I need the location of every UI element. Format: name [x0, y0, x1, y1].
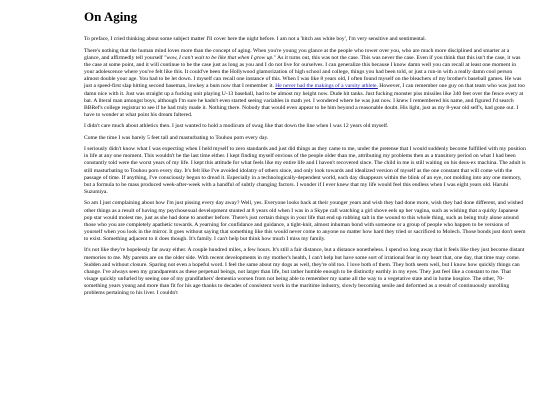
paragraph-5: I seriously didn't know what I was expecting when I held myself to zero standards and just did things as they came to me, under the pretense that I would suddenly become fulfilled with my position in life at any one moment. This wouldn't be the last time either. I kept finding myself envious of the people older than me, attributing my problems then as a transitory period on what I had been constantly told were the worst years of my life. I kept this attitude for what feels like my entire life and I haven't recovered since. The child in me is still waiting on his deus-ex machina. The adult is still masturbating to Touhou porn every day. It's felt like I've avoided idolatry of others since, and only look towards and idealized version of myself as the one constant that will come with the passage of time. If anything, I've consciously begun to dread it. Especially in a technologically-dependent world, each day disappears within the blink of an eye, not molding into any one memory, but a formula to be mass produced week-after-week with a handful of subtly changing factors. I wonder if I ever knew that my life would feel this endless when I was eight years old. Haruhi Suzumiya.	[84, 146, 526, 196]
p2-text-a: There's nothing that the human mind loves more than the concept of aging. When you're young you glance at the people who tower over you, who are much more disciplined and smarter at a glance, and affirmedly tell yourself	[84, 47, 510, 61]
paragraph-4: Come the time I was barely 5 feet tall and masturbating to Touhou porn every day.	[84, 134, 269, 141]
page-title: On Aging	[84, 9, 138, 24]
p2-text-b: As it turns out, this was not the case. This was never the case. Even if you think that this isn't the case, it was the case at some point, and it will continue to be the case just as long as you and I do not live for ourselves. I can generalize this because I know damn well you can recall at least one moment in your adolescence where you've felt like this. It could've been the Hollywood glamorization of high school and college, things you had been told, or just a run-in with a really damn cool person almost double your age. You had to be let down. I myself can recall one instance of this. When I was like 8 years old, I often found myself on the bleachers of my brother's baseball games. He was just a speed-first slap hitting second baseman, lowkey a bum now that I remember it.	[84, 54, 522, 90]
p2-text-c: However, I can remember one guy on that team who was just too damn nice with it. Just was straight up a fucking unit playing U-13 baseball, had to be almost my height now. Dude hit tanks. Just fucking monster piss missiles like 340 feet over the fence every at bat. A literal man amongst boys, although I'm sure he hadn't even started seeing variables in math yet. I wondered where he was just now. I knew I remembered his name, and figured I'd search BBRef's college registrar to see if he had truly made it. Nothing there. Nobody that would even appear to be him beyond a reasonable doubt. His light, just as my 8-year old self's, had gone out. I have to wonder at what point his dream faltered.	[84, 83, 525, 119]
paragraph-2	[84, 48, 526, 120]
paragraph-1: To preface, I cried thinking about some subject matter I'll cover here the night before. I am not a 'bitch ass white boy', I'm very sensitive and sentimental.	[84, 36, 427, 43]
paragraph-7: It's not like they're hopelessly far away either. A couple hundred miles, a few hours. It's still a fair distance, but a distance nonetheless. I spend so long away that it feels like they just become distant memories to me. My parents are on the older side. With recent developments in my mother's health, I can't help but have some sort of irrational fear in my heart that, one day, that time may come. Sudden and without closure. Sparing not even a hopeful word. I feel the same about my dogs as well, they're old too. I love both of them. They both seem well, but I know how quickly things can change. I've always seen my grandparents as these perpetual beings, not larger than life, but rather humble enough to be distinctly earthly in my eyes. They just feel like a constant to me. That visage quickly unfurled by seeing one of my grandfathers' dementia worsen from not being able to remember my name all the way to a vegetative state and in home hospice. The other, 70-something years young and more than fit for his age thanks to decades of consistent work in the maritime industry, slowly becoming senile and deformed as a result of continuously unrolling problems pertaining to his liver. I couldn't	[84, 247, 525, 297]
varsity-athlete-link[interactable]: He never had the makings of a varsity athlete.	[275, 83, 378, 90]
p2-quote-italic: "wow, I can't wait to be like that when I grow up."	[164, 54, 277, 61]
paragraph-6: So am I just complaining about how I'm just pissing every day away? Well, yes. Everyone looks back at their younger years and wish they had done more, wish they had done different, and wished other things as a result of having my psychosexual development stunted at 8 years old when I was in a Skype call watching a girl shove eels up her vagina, such as wishing that a quirky Japanese pop star would molest me, just as she had done to another before. There's just certain things in your life that end up rubbing salt in the wound to this whole thing, such as being truly alone around those who you are completely apathetic towards. A yearning for confidance and guidance, a tight-knit, almost inhuman bond with someone or a group of people who happen to be versions of yourself when you look in the mirror. It goes without saying that something like this would never come to anyone no matter how hard they tried or sacrificed to Molech. Those bonds just don't seem to exist. Something adjacent to it does though. It's family. I can't help but think how much I miss my family.	[84, 200, 526, 243]
paragraph-3: I didn't care much about athletics then. I just wanted to hold a modicum of swag like that down the line when I was 12 years old myself.	[84, 123, 389, 130]
